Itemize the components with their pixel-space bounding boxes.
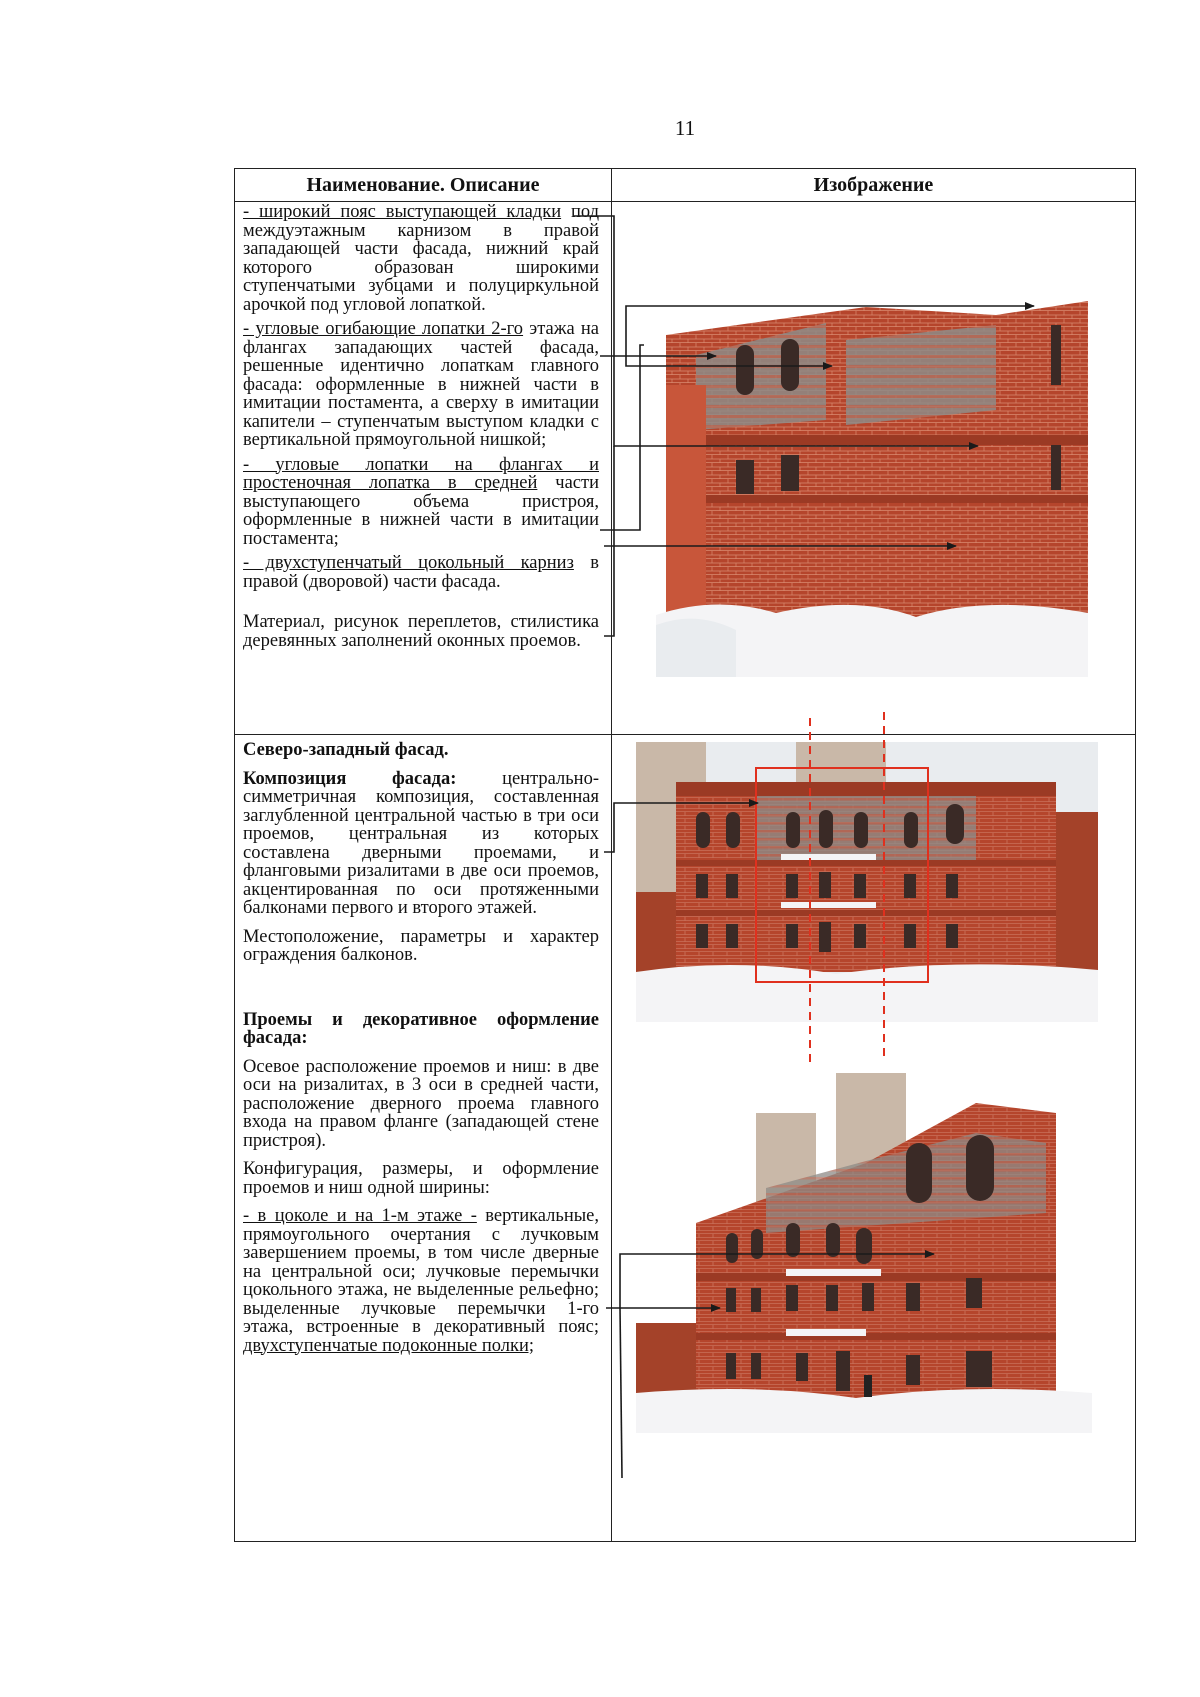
item-corner-pilasters: - угловые огибающие лопатки 2-го этажа на флангах западающих частей фасада, решенные идентично лопаткам главного фасада: оформленные в нижней части в имитации постамента, а сверху в имитации капители – ступенчатым выступом кладки с вертикальной прямоугольной нишкой; — [243, 319, 599, 450]
composition-paragraph: Композиция фасада: центрально-симметричная композиция, составленная заглубленной центральной частью в три оси проемов, центральная из которых составлена дверными проемами, и фланговыми ризалитами в две оси проемов, акцентированная по оси протяженными балконами первого и второго этажей. — [243, 768, 599, 918]
openings-title: Проемы и декоративное оформление фасада: — [243, 1009, 599, 1048]
balcony-paragraph: Местоположение, параметры и характер ограждения балконов. — [243, 926, 599, 965]
northwest-facade-oblique-photo — [636, 1073, 1092, 1433]
northwest-facade-photo — [636, 742, 1098, 1022]
item-material: Материал, рисунок переплетов, стилистика деревянных заполнений оконных проемов. — [243, 612, 599, 651]
section2-description — [243, 741, 599, 1365]
section1-description — [243, 203, 599, 660]
item-plinth-cornice: - двухступенчатый цокольный карниз в правой (дворовой) части фасада. — [243, 553, 600, 592]
header-image: Изображение — [813, 174, 934, 196]
item-flank-pilasters: - угловые лопатки на флангах и простеночная лопатка в средней части выступающего объема пристроя, оформленные в нижней части в имитации постамента; — [243, 454, 600, 549]
row-divider — [235, 734, 1135, 735]
config-paragraph: Конфигурация, размеры, и оформление проемов и ниш одной ширины: — [243, 1159, 599, 1198]
header-name-description: Наименование. Описание — [306, 174, 540, 196]
plinth-paragraph: - в цоколе и на 1-м этаже - вертикальные, прямоугольного очертания с лучковым завершением проемы, в том числе дверные на центральной оси; лучковые перемычки цокольного этажа, не выделенные рельефно; выделенные лучковые перемычки 1-го этажа, встроенные в декоративный пояс; двухступенчатые подоконные полки; — [243, 1206, 600, 1356]
item-wide-belt: - широкий пояс выступающей кладки под междуэтажным карнизом в правой западающей части фасада, нижний край которого образован широкими ступенчатыми зубцами и полуциркульной арочкой под угловой лопаткой. — [243, 202, 599, 315]
facade-detail-photo — [656, 295, 1088, 677]
axial-paragraph: Осевое расположение проемов и ниш: в две оси на ризалитах, в 3 оси в средней части, расположение дверного проема главного входа на правом фланге (западающей стене пристроя). — [243, 1056, 599, 1151]
section-title: Северо-западный фасад. — [243, 740, 449, 760]
column-divider — [611, 169, 612, 1541]
page-number: 11 — [674, 116, 696, 140]
